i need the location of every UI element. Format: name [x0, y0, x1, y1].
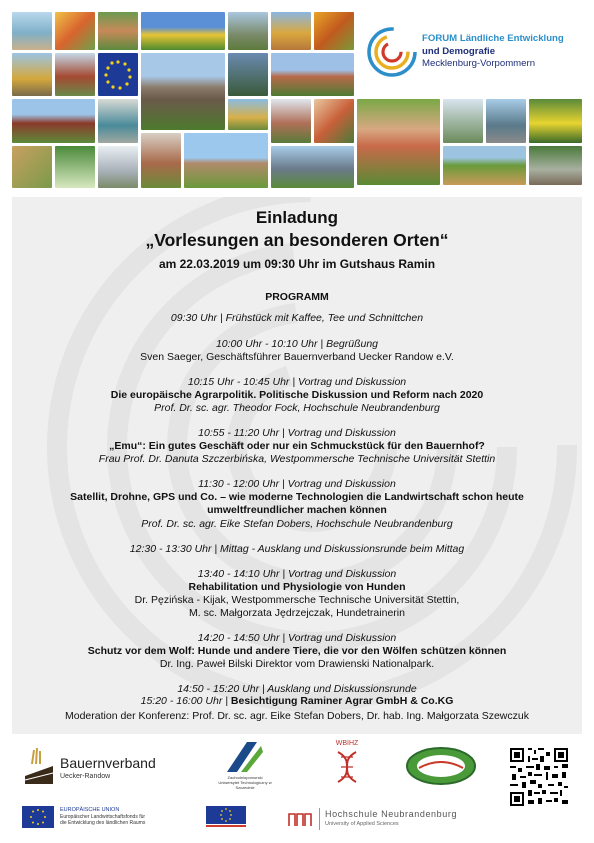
photo-tile	[314, 12, 354, 50]
forum-line2: und Demografie	[422, 45, 496, 57]
photo-tile	[141, 53, 225, 130]
wheat-field-icon	[22, 746, 56, 786]
photo-tile	[271, 99, 311, 143]
program-topic: „Emu“: Ein gutes Geschäft oder nur ein Schmuckstück für den Bauernhof?	[109, 440, 485, 452]
program-topic: Die europäische Agrarpolitik. Politische Diskussion und Reform nach 2020	[110, 389, 484, 401]
eu-program-icon	[202, 804, 250, 830]
program-speaker: Frau Prof. Dr. Danuta Szczerbińska, Westpommersche Technische Universität Stettin	[98, 453, 496, 465]
regional-seal-logo	[405, 746, 477, 786]
wbihz-logo	[327, 740, 367, 794]
program-time: 14:20 - 14:50 Uhr | Vortrag und Diskussion	[197, 632, 397, 644]
zut-mark-icon	[227, 742, 263, 772]
program-time: 10:15 Uhr - 10:45 Uhr | Vortrag und Diskussion	[187, 376, 407, 388]
dna-icon	[332, 750, 362, 792]
qr-code[interactable]	[508, 746, 570, 808]
program-speaker: Prof. Dr. sc. agr. Theodor Fock, Hochschule Neubrandenburg	[154, 402, 440, 414]
hochschule-sub: University of Applied Sciences	[325, 821, 399, 827]
hochschule-name: Hochschule Neubrandenburg	[325, 809, 458, 819]
photo-tile	[443, 146, 526, 185]
photo-tile	[141, 12, 225, 50]
eu-flag-icon	[22, 806, 54, 828]
program-visit	[12, 695, 582, 708]
program-topic: umweltfreundlicher machen können	[207, 504, 387, 516]
photo-tile	[314, 99, 354, 143]
photo-tile	[228, 99, 268, 130]
program-speaker: M. sc. Małgorzata Jędrzejczak, Hundetrainerin	[189, 607, 405, 619]
program-topic: Satellit, Drohne, GPS und Co. – wie moderne Technologien die Landwirtschaft schon heute	[70, 491, 524, 503]
program-speaker: Dr. Pęzińska - Kijak, Westpommersche Technische Universität Stettin,	[134, 594, 460, 606]
hochschule-mark-icon	[287, 811, 313, 827]
program-speaker: Prof. Dr. sc. agr. Eike Stefan Dobers, Hochschule Neubrandenburg	[141, 518, 453, 530]
photo-tile	[271, 12, 311, 50]
program-speaker: Dr. Ing. Paweł Bilski Direktor vom Drawienski Nationalpark.	[159, 658, 435, 670]
photo-tile	[98, 99, 138, 143]
wbihz-name: WBIHZ	[335, 740, 359, 747]
photo-tile	[141, 133, 181, 188]
program-time: 13:40 - 14:10 Uhr | Vortrag und Diskussion	[197, 568, 397, 580]
photo-tile	[12, 99, 95, 143]
eu-title: EUROPÄISCHE UNION	[60, 807, 120, 813]
bauernverband-sub: Uecker-Randow	[60, 773, 111, 780]
eu-sub2: die Entwicklung des ländlichen Raums	[60, 820, 146, 826]
seal-icon	[405, 746, 477, 786]
eu-logo	[22, 806, 197, 830]
eu-sub1: Europäischer Landwirtschaftsfonds für	[60, 814, 146, 820]
zut-logo	[217, 742, 273, 794]
photo-tile	[228, 53, 268, 96]
divider	[319, 808, 320, 830]
bauernverband-name: Bauernverband	[60, 755, 156, 771]
photo-tile	[184, 133, 268, 188]
photo-tile	[55, 53, 95, 96]
photo-tile	[98, 12, 138, 50]
program-time: 15:20 - 16:00 Uhr |	[140, 695, 231, 707]
photo-tile	[529, 146, 582, 185]
photo-tile	[98, 146, 138, 188]
photo-tile	[12, 53, 52, 96]
photo-tile	[98, 53, 138, 96]
program-topic: Rehabilitation und Physiologie von Hunden	[188, 581, 406, 593]
program-time: 09:30 Uhr | Frühstück mit Kaffee, Tee und Schnittchen	[170, 312, 424, 324]
hochschule-logo	[287, 808, 507, 830]
program-time: 12:30 - 13:30 Uhr | Mittag - Ausklang und Diskussionsrunde beim Mittag	[129, 543, 465, 555]
forum-line3: Mecklenburg-Vorpommern	[422, 58, 536, 69]
zut-name: Zachodniopomorski Uniwersytet Technologiczny w Szczecinie	[218, 775, 272, 790]
invite-subtitle: „Vorlesungen an besonderen Orten“	[145, 230, 449, 250]
bauernverband-logo	[22, 746, 172, 786]
program-topic: Schutz vor dem Wolf: Hunde und andere Tiere, die vor den Wölfen schützen können	[87, 645, 507, 657]
photo-tile	[529, 99, 582, 143]
program-speaker: Sven Saeger, Geschäftsführer Bauernverband Uecker Randow e.V.	[140, 351, 454, 363]
photo-tile	[486, 99, 526, 143]
photo-tile	[12, 12, 52, 50]
photo-tile	[357, 99, 440, 185]
program-time: 10:55 - 11:20 Uhr | Vortrag und Diskussion	[198, 427, 396, 439]
photo-tile	[55, 146, 95, 188]
partner-logos	[12, 740, 582, 835]
forum-spiral-icon	[366, 26, 418, 78]
photo-tile	[55, 12, 95, 50]
photo-tile	[12, 146, 52, 188]
invite-title: Einladung	[255, 208, 339, 227]
invite-date: am 22.03.2019 um 09:30 Uhr im Gutshaus Ramin	[158, 257, 436, 271]
photo-tile	[271, 146, 354, 188]
program-heading: PROGRAMM	[265, 291, 329, 303]
photo-tile	[271, 53, 354, 96]
photo-tile	[443, 99, 483, 143]
invitation-panel	[12, 197, 582, 734]
program-time: 11:30 - 12:00 Uhr | Vortrag und Diskussion	[198, 478, 396, 490]
forum-line1: FORUM Ländliche Entwicklung	[422, 33, 564, 44]
eu-program-logo	[202, 804, 250, 830]
program-topic: Besichtigung Raminer Agrar GmbH & Co.KG	[230, 695, 454, 707]
moderation-line: Moderation der Konferenz: Prof. Dr. sc. agr. Eike Stefan Dobers, Dr. hab. Ing. Małgorzata Szewczuk	[65, 710, 529, 722]
forum-logo	[366, 26, 584, 90]
qr-code-icon	[508, 746, 570, 808]
program-time: 14:50 - 15:20 Uhr | Ausklang und Diskussionsrunde	[177, 683, 417, 695]
photo-tile	[228, 12, 268, 50]
program-time: 10:00 Uhr - 10:10 Uhr | Begrüßung	[215, 338, 379, 350]
